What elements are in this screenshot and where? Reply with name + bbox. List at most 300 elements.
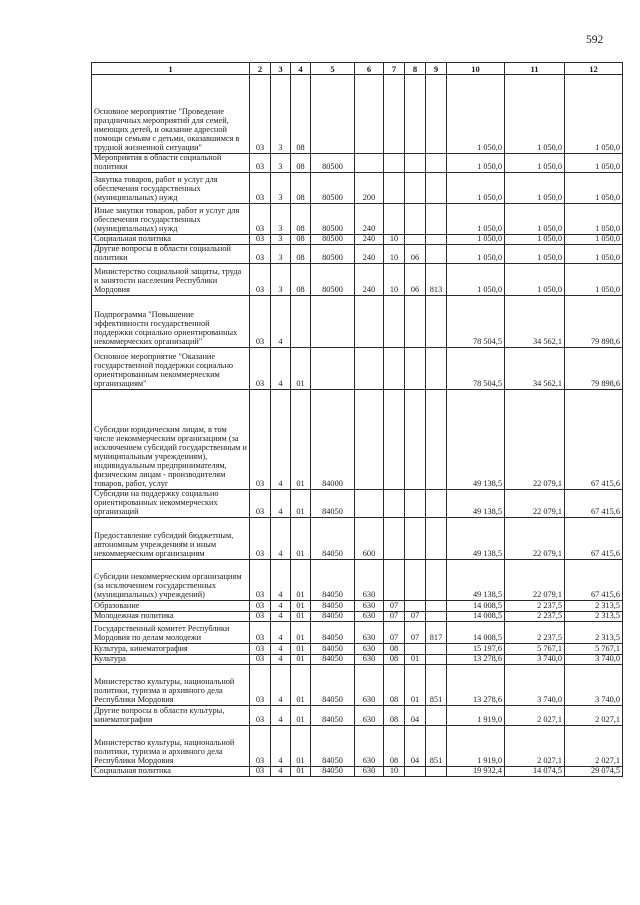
code-cell: 630 bbox=[355, 705, 384, 725]
code-cell: 08 bbox=[384, 643, 405, 654]
code-cell: 03 bbox=[250, 611, 271, 621]
row-title: Субсидии на поддержку социально ориентированных некоммерческих организаций bbox=[92, 489, 250, 517]
column-header: 6 bbox=[355, 63, 384, 75]
table-row bbox=[92, 235, 623, 245]
code-cell bbox=[405, 204, 426, 235]
table-row bbox=[92, 643, 623, 654]
code-cell: 851 bbox=[426, 725, 447, 766]
code-cell: 200 bbox=[355, 173, 384, 204]
code-cell bbox=[384, 295, 405, 347]
code-cell: 03 bbox=[250, 204, 271, 235]
code-cell: 84050 bbox=[311, 621, 355, 643]
code-cell: 4 bbox=[271, 766, 291, 776]
amount-cell: 67 415,6 bbox=[565, 489, 623, 517]
column-header: 2 bbox=[250, 63, 271, 75]
amount-cell: 22 079,1 bbox=[505, 389, 565, 489]
row-title: Министерство культуры, национальной политики, туризма и архивного дела Республики Мордовия bbox=[92, 664, 250, 705]
row-title: Основное мероприятие "Проведение праздничных мероприятий для семей, имеющих детей, и оказание адресной помощи семьям с детьми, оказавшимся в трудной жизненной ситуации" bbox=[92, 75, 250, 154]
code-cell: 817 bbox=[426, 621, 447, 643]
code-cell: 84050 bbox=[311, 611, 355, 621]
code-cell bbox=[405, 173, 426, 204]
code-cell: 01 bbox=[291, 489, 311, 517]
code-cell bbox=[384, 347, 405, 389]
code-cell bbox=[426, 611, 447, 621]
amount-cell: 1 050,0 bbox=[447, 235, 505, 245]
code-cell: 10 bbox=[384, 263, 405, 295]
code-cell: 03 bbox=[250, 173, 271, 204]
code-cell bbox=[311, 75, 355, 154]
code-cell: 630 bbox=[355, 654, 384, 664]
row-title: Предоставление субсидий бюджетным, автономным учреждениям и иным некоммерческим организациям bbox=[92, 517, 250, 559]
code-cell bbox=[426, 489, 447, 517]
table-row bbox=[92, 766, 623, 776]
amount-cell: 1 050,0 bbox=[505, 75, 565, 154]
code-cell: 01 bbox=[291, 705, 311, 725]
header-row bbox=[92, 63, 623, 75]
table-row bbox=[92, 204, 623, 235]
code-cell: 4 bbox=[271, 389, 291, 489]
code-cell: 08 bbox=[291, 204, 311, 235]
amount-cell: 1 050,0 bbox=[565, 244, 623, 263]
code-cell: 08 bbox=[291, 235, 311, 245]
code-cell bbox=[426, 654, 447, 664]
code-cell: 01 bbox=[405, 664, 426, 705]
amount-cell: 1 050,0 bbox=[447, 244, 505, 263]
code-cell bbox=[405, 347, 426, 389]
code-cell bbox=[384, 204, 405, 235]
column-header: 7 bbox=[384, 63, 405, 75]
code-cell: 3 bbox=[271, 235, 291, 245]
amount-cell: 1 919,0 bbox=[447, 705, 505, 725]
amount-cell: 2 313,5 bbox=[565, 600, 623, 611]
code-cell: 240 bbox=[355, 235, 384, 245]
code-cell bbox=[426, 643, 447, 654]
code-cell: 03 bbox=[250, 154, 271, 173]
code-cell bbox=[384, 75, 405, 154]
code-cell: 84050 bbox=[311, 654, 355, 664]
table-row bbox=[92, 173, 623, 204]
amount-cell: 3 740,0 bbox=[565, 664, 623, 705]
code-cell: 08 bbox=[384, 725, 405, 766]
table-row bbox=[92, 654, 623, 664]
code-cell bbox=[405, 295, 426, 347]
code-cell: 3 bbox=[271, 173, 291, 204]
code-cell: 84050 bbox=[311, 643, 355, 654]
amount-cell: 1 050,0 bbox=[505, 154, 565, 173]
budget-table bbox=[91, 62, 623, 777]
amount-cell: 1 050,0 bbox=[565, 173, 623, 204]
code-cell: 03 bbox=[250, 489, 271, 517]
code-cell: 08 bbox=[291, 173, 311, 204]
amount-cell: 1 050,0 bbox=[565, 235, 623, 245]
code-cell: 630 bbox=[355, 766, 384, 776]
amount-cell: 3 740,0 bbox=[505, 654, 565, 664]
code-cell: 240 bbox=[355, 263, 384, 295]
code-cell bbox=[355, 489, 384, 517]
code-cell: 01 bbox=[291, 654, 311, 664]
code-cell: 630 bbox=[355, 611, 384, 621]
amount-cell: 1 919,0 bbox=[447, 725, 505, 766]
code-cell: 10 bbox=[384, 235, 405, 245]
code-cell: 08 bbox=[291, 244, 311, 263]
code-cell: 80500 bbox=[311, 244, 355, 263]
code-cell bbox=[405, 559, 426, 600]
code-cell: 03 bbox=[250, 725, 271, 766]
column-header: 5 bbox=[311, 63, 355, 75]
code-cell: 03 bbox=[250, 295, 271, 347]
table-row bbox=[92, 664, 623, 705]
amount-cell: 49 138,5 bbox=[447, 389, 505, 489]
code-cell: 80500 bbox=[311, 235, 355, 245]
amount-cell: 67 415,6 bbox=[565, 559, 623, 600]
table-row bbox=[92, 389, 623, 489]
amount-cell: 2 237,5 bbox=[505, 611, 565, 621]
row-title: Молодежная политика bbox=[92, 611, 250, 621]
code-cell bbox=[405, 643, 426, 654]
row-title: Подпрограмма "Повышение эффективности государственной поддержки социально ориентированных некоммерческих организаций" bbox=[92, 295, 250, 347]
amount-cell: 78 504,5 bbox=[447, 295, 505, 347]
code-cell: 08 bbox=[291, 263, 311, 295]
code-cell: 630 bbox=[355, 559, 384, 600]
code-cell: 01 bbox=[291, 389, 311, 489]
row-title: Субсидии юридическим лицам, в том числе некоммерческим организациям (за исключением субсидий государственным и муниципальным учреждениям), индивидуальным предпринимателям, физическим лицам - производителям товаров, работ, услуг bbox=[92, 389, 250, 489]
code-cell: 03 bbox=[250, 621, 271, 643]
code-cell: 80500 bbox=[311, 263, 355, 295]
amount-cell: 2 237,5 bbox=[505, 600, 565, 611]
row-title: Мероприятия в области социальной политики bbox=[92, 154, 250, 173]
amount-cell: 2 237,5 bbox=[505, 621, 565, 643]
row-title: Социальная политика bbox=[92, 766, 250, 776]
amount-cell: 13 278,6 bbox=[447, 664, 505, 705]
code-cell: 813 bbox=[426, 263, 447, 295]
amount-cell: 67 415,6 bbox=[565, 389, 623, 489]
table-row bbox=[92, 75, 623, 154]
code-cell bbox=[426, 204, 447, 235]
code-cell bbox=[405, 766, 426, 776]
code-cell: 03 bbox=[250, 263, 271, 295]
code-cell bbox=[405, 600, 426, 611]
amount-cell: 14 074,5 bbox=[505, 766, 565, 776]
code-cell: 06 bbox=[405, 244, 426, 263]
code-cell bbox=[355, 295, 384, 347]
code-cell: 80500 bbox=[311, 204, 355, 235]
amount-cell: 78 504,5 bbox=[447, 347, 505, 389]
code-cell bbox=[384, 559, 405, 600]
amount-cell: 1 050,0 bbox=[505, 173, 565, 204]
row-title: Министерство социальной защиты, труда и занятости населения Республики Мордовия bbox=[92, 263, 250, 295]
code-cell: 10 bbox=[384, 766, 405, 776]
row-title: Культура bbox=[92, 654, 250, 664]
code-cell: 01 bbox=[291, 600, 311, 611]
code-cell: 4 bbox=[271, 654, 291, 664]
amount-cell: 2 313,5 bbox=[565, 611, 623, 621]
code-cell: 03 bbox=[250, 643, 271, 654]
amount-cell: 3 740,0 bbox=[565, 654, 623, 664]
code-cell bbox=[405, 517, 426, 559]
code-cell bbox=[426, 389, 447, 489]
table-row bbox=[92, 621, 623, 643]
code-cell bbox=[355, 154, 384, 173]
code-cell: 84050 bbox=[311, 489, 355, 517]
code-cell: 4 bbox=[271, 559, 291, 600]
code-cell: 01 bbox=[291, 611, 311, 621]
table-row bbox=[92, 154, 623, 173]
row-title: Министерство культуры, национальной политики, туризма и архивного дела Республики Мордовия bbox=[92, 725, 250, 766]
code-cell: 4 bbox=[271, 489, 291, 517]
table-row bbox=[92, 611, 623, 621]
code-cell bbox=[426, 75, 447, 154]
code-cell: 3 bbox=[271, 75, 291, 154]
amount-cell: 1 050,0 bbox=[565, 263, 623, 295]
code-cell bbox=[426, 244, 447, 263]
code-cell bbox=[384, 489, 405, 517]
code-cell bbox=[384, 517, 405, 559]
code-cell: 4 bbox=[271, 611, 291, 621]
row-title: Иные закупки товаров, работ и услуг для обеспечения государственных (муниципальных) нужд bbox=[92, 204, 250, 235]
amount-cell: 2 027,1 bbox=[505, 705, 565, 725]
code-cell: 08 bbox=[384, 664, 405, 705]
amount-cell: 1 050,0 bbox=[447, 263, 505, 295]
code-cell: 03 bbox=[250, 75, 271, 154]
code-cell: 01 bbox=[405, 654, 426, 664]
amount-cell: 1 050,0 bbox=[447, 75, 505, 154]
code-cell bbox=[405, 389, 426, 489]
row-title: Образование bbox=[92, 600, 250, 611]
code-cell: 08 bbox=[384, 654, 405, 664]
code-cell bbox=[405, 75, 426, 154]
amount-cell: 1 050,0 bbox=[565, 75, 623, 154]
amount-cell: 34 562,1 bbox=[505, 347, 565, 389]
code-cell: 08 bbox=[291, 154, 311, 173]
code-cell bbox=[426, 600, 447, 611]
code-cell bbox=[426, 173, 447, 204]
row-title: Основное мероприятие "Оказание государственной поддержки социально ориентированным некоммерческим организациям" bbox=[92, 347, 250, 389]
amount-cell: 5 767,1 bbox=[505, 643, 565, 654]
amount-cell: 14 008,5 bbox=[447, 611, 505, 621]
table-row bbox=[92, 517, 623, 559]
amount-cell: 22 079,1 bbox=[505, 489, 565, 517]
code-cell: 84050 bbox=[311, 705, 355, 725]
code-cell bbox=[355, 75, 384, 154]
code-cell: 3 bbox=[271, 204, 291, 235]
code-cell: 01 bbox=[291, 559, 311, 600]
amount-cell: 19 932,4 bbox=[447, 766, 505, 776]
row-title: Государственный комитет Республики Мордовия по делам молодежи bbox=[92, 621, 250, 643]
code-cell: 03 bbox=[250, 559, 271, 600]
code-cell: 08 bbox=[384, 705, 405, 725]
row-title: Закупка товаров, работ и услуг для обеспечения государственных (муниципальных) нужд bbox=[92, 173, 250, 204]
amount-cell: 3 740,0 bbox=[505, 664, 565, 705]
code-cell: 10 bbox=[384, 244, 405, 263]
code-cell: 03 bbox=[250, 600, 271, 611]
code-cell bbox=[426, 517, 447, 559]
code-cell bbox=[426, 705, 447, 725]
table-row bbox=[92, 559, 623, 600]
amount-cell: 14 008,5 bbox=[447, 621, 505, 643]
page-number: 592 bbox=[586, 34, 604, 46]
amount-cell: 49 138,5 bbox=[447, 517, 505, 559]
code-cell: 08 bbox=[291, 75, 311, 154]
code-cell: 06 bbox=[405, 263, 426, 295]
row-title: Социальная политика bbox=[92, 235, 250, 245]
code-cell: 01 bbox=[291, 621, 311, 643]
code-cell: 4 bbox=[271, 600, 291, 611]
code-cell: 07 bbox=[384, 600, 405, 611]
amount-cell: 2 027,1 bbox=[565, 705, 623, 725]
code-cell: 3 bbox=[271, 244, 291, 263]
table-body bbox=[92, 75, 623, 777]
code-cell: 630 bbox=[355, 725, 384, 766]
code-cell: 630 bbox=[355, 643, 384, 654]
code-cell: 84050 bbox=[311, 600, 355, 611]
amount-cell: 1 050,0 bbox=[447, 154, 505, 173]
code-cell bbox=[426, 295, 447, 347]
column-header: 10 bbox=[447, 63, 505, 75]
code-cell: 01 bbox=[291, 766, 311, 776]
code-cell: 03 bbox=[250, 347, 271, 389]
code-cell bbox=[426, 347, 447, 389]
table-row bbox=[92, 244, 623, 263]
code-cell: 03 bbox=[250, 244, 271, 263]
amount-cell: 34 562,1 bbox=[505, 295, 565, 347]
code-cell: 600 bbox=[355, 517, 384, 559]
amount-cell: 5 767,1 bbox=[565, 643, 623, 654]
code-cell bbox=[405, 235, 426, 245]
column-header: 12 bbox=[565, 63, 623, 75]
column-header: 3 bbox=[271, 63, 291, 75]
table-row bbox=[92, 295, 623, 347]
code-cell: 07 bbox=[384, 611, 405, 621]
code-cell: 4 bbox=[271, 643, 291, 654]
column-header: 9 bbox=[426, 63, 447, 75]
code-cell bbox=[355, 389, 384, 489]
amount-cell: 1 050,0 bbox=[565, 154, 623, 173]
code-cell bbox=[405, 489, 426, 517]
code-cell bbox=[311, 347, 355, 389]
amount-cell: 14 008,5 bbox=[447, 600, 505, 611]
code-cell: 84050 bbox=[311, 725, 355, 766]
code-cell: 03 bbox=[250, 705, 271, 725]
table-row bbox=[92, 705, 623, 725]
code-cell: 4 bbox=[271, 621, 291, 643]
table-row bbox=[92, 725, 623, 766]
amount-cell: 49 138,5 bbox=[447, 559, 505, 600]
table-row bbox=[92, 347, 623, 389]
code-cell: 240 bbox=[355, 244, 384, 263]
amount-cell: 2 027,1 bbox=[505, 725, 565, 766]
code-cell bbox=[384, 154, 405, 173]
code-cell: 240 bbox=[355, 204, 384, 235]
code-cell: 851 bbox=[426, 664, 447, 705]
code-cell: 630 bbox=[355, 621, 384, 643]
amount-cell: 1 050,0 bbox=[505, 204, 565, 235]
code-cell bbox=[426, 766, 447, 776]
table-row bbox=[92, 489, 623, 517]
code-cell: 04 bbox=[405, 725, 426, 766]
code-cell: 84050 bbox=[311, 664, 355, 705]
column-header: 8 bbox=[405, 63, 426, 75]
code-cell: 630 bbox=[355, 664, 384, 705]
code-cell bbox=[426, 154, 447, 173]
code-cell: 84050 bbox=[311, 766, 355, 776]
amount-cell: 13 278,6 bbox=[447, 654, 505, 664]
amount-cell: 79 898,6 bbox=[565, 347, 623, 389]
code-cell: 07 bbox=[384, 621, 405, 643]
code-cell bbox=[405, 154, 426, 173]
code-cell: 01 bbox=[291, 643, 311, 654]
code-cell bbox=[291, 295, 311, 347]
code-cell: 03 bbox=[250, 235, 271, 245]
code-cell: 84050 bbox=[311, 559, 355, 600]
row-title: Другие вопросы в области культуры, кинематографии bbox=[92, 705, 250, 725]
amount-cell: 1 050,0 bbox=[505, 244, 565, 263]
code-cell: 4 bbox=[271, 347, 291, 389]
code-cell bbox=[426, 559, 447, 600]
code-cell: 07 bbox=[405, 621, 426, 643]
code-cell: 03 bbox=[250, 766, 271, 776]
code-cell: 01 bbox=[291, 347, 311, 389]
column-header: 11 bbox=[505, 63, 565, 75]
code-cell: 4 bbox=[271, 725, 291, 766]
code-cell: 3 bbox=[271, 263, 291, 295]
code-cell: 630 bbox=[355, 600, 384, 611]
code-cell bbox=[384, 389, 405, 489]
code-cell: 03 bbox=[250, 664, 271, 705]
row-title: Другие вопросы в области социальной политики bbox=[92, 244, 250, 263]
code-cell: 80500 bbox=[311, 154, 355, 173]
code-cell: 4 bbox=[271, 517, 291, 559]
amount-cell: 2 027,1 bbox=[565, 725, 623, 766]
code-cell: 03 bbox=[250, 654, 271, 664]
code-cell: 84050 bbox=[311, 517, 355, 559]
amount-cell: 1 050,0 bbox=[505, 235, 565, 245]
code-cell: 4 bbox=[271, 295, 291, 347]
code-cell bbox=[426, 235, 447, 245]
table-row bbox=[92, 600, 623, 611]
code-cell: 03 bbox=[250, 517, 271, 559]
code-cell bbox=[311, 295, 355, 347]
amount-cell: 1 050,0 bbox=[447, 204, 505, 235]
row-title: Субсидии некоммерческим организациям (за исключением государственных (муниципальных) учреждений) bbox=[92, 559, 250, 600]
code-cell: 01 bbox=[291, 664, 311, 705]
amount-cell: 15 197,6 bbox=[447, 643, 505, 654]
column-header: 4 bbox=[291, 63, 311, 75]
column-header: 1 bbox=[92, 63, 250, 75]
code-cell: 4 bbox=[271, 705, 291, 725]
code-cell: 04 bbox=[405, 705, 426, 725]
amount-cell: 1 050,0 bbox=[447, 173, 505, 204]
amount-cell: 67 415,6 bbox=[565, 517, 623, 559]
code-cell bbox=[355, 347, 384, 389]
code-cell: 01 bbox=[291, 725, 311, 766]
code-cell: 84000 bbox=[311, 389, 355, 489]
code-cell: 4 bbox=[271, 664, 291, 705]
amount-cell: 1 050,0 bbox=[505, 263, 565, 295]
code-cell: 03 bbox=[250, 389, 271, 489]
amount-cell: 22 079,1 bbox=[505, 559, 565, 600]
amount-cell: 22 079,1 bbox=[505, 517, 565, 559]
code-cell: 80500 bbox=[311, 173, 355, 204]
table-row bbox=[92, 263, 623, 295]
code-cell: 3 bbox=[271, 154, 291, 173]
amount-cell: 2 313,5 bbox=[565, 621, 623, 643]
code-cell: 01 bbox=[291, 517, 311, 559]
amount-cell: 29 074,5 bbox=[565, 766, 623, 776]
amount-cell: 1 050,0 bbox=[565, 204, 623, 235]
row-title: Культура, кинематография bbox=[92, 643, 250, 654]
amount-cell: 49 138,5 bbox=[447, 489, 505, 517]
code-cell bbox=[384, 173, 405, 204]
